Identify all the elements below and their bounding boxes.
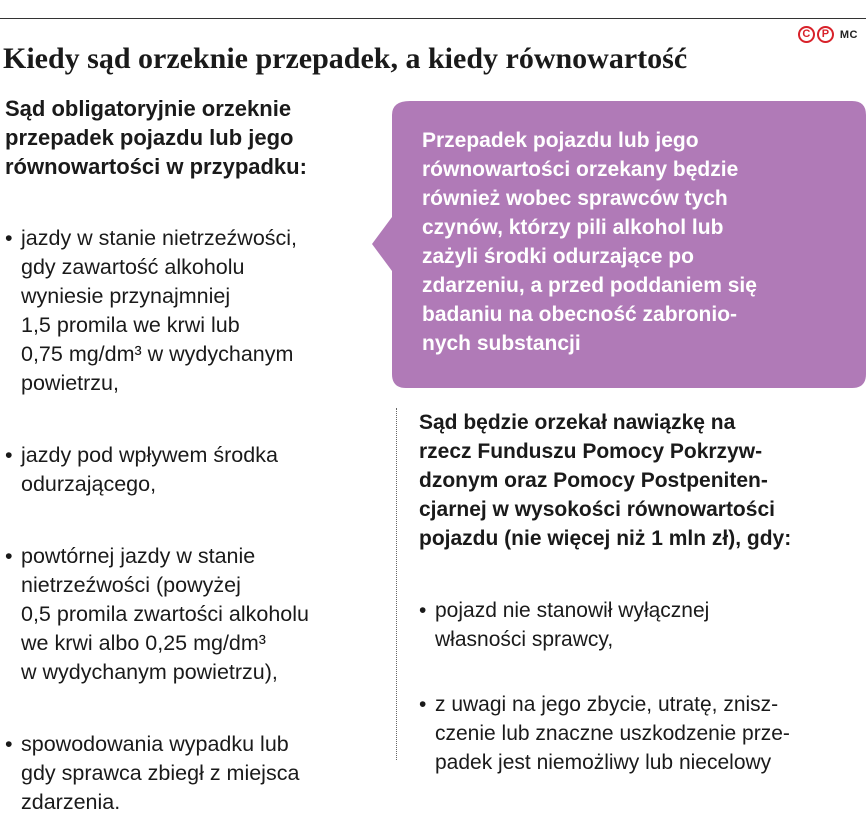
- copyright-c-icon: C: [798, 26, 815, 43]
- top-rule: [0, 18, 866, 19]
- list-item: • pojazd nie stanowił wyłącznej własności sprawcy,: [419, 596, 859, 654]
- list-item: • z uwagi na jego zbycie, utratę, znisz- czenie lub znaczne uszkodzenie prze- padek jest niemożliwy lub niecelowy: [419, 690, 859, 777]
- list-item: • powtórnej jazdy w stanie nietrzeźwości (powyżej 0,5 promila zwartości alkoholu we krwi albo 0,25 mg/dm³ w wydychanym powietrzu),: [5, 542, 375, 687]
- callout-text: Przepadek pojazdu lub jego równowartości orzekany będzie również wobec sprawców tych czynów, którzy pili alkohol lub zażyli środki odurzające po zdarzeniu, a przed poddaniem się badaniu na obecność zabronio- nych substancji: [422, 129, 757, 355]
- list-item: • jazdy pod wpływem środka odurzającego,: [5, 441, 375, 499]
- left-list: [5, 224, 375, 817]
- list-item: • spowodowania wypadku lub gdy sprawca zbiegł z miejsca zdarzenia.: [5, 730, 375, 817]
- right-list: [419, 596, 859, 777]
- left-heading: Sąd obligatoryjnie orzeknie przepadek pojazdu lub jego równowartości w przypadku:: [5, 96, 307, 179]
- left-column: [5, 94, 375, 817]
- copyright-p-icon: P: [817, 26, 834, 43]
- column-divider: [396, 408, 397, 760]
- callout-box: [372, 101, 866, 388]
- logo-text: MC: [839, 28, 858, 41]
- right-column: [419, 408, 859, 777]
- page-title: Kiedy sąd orzeknie przepadek, a kiedy równowartość: [3, 42, 688, 75]
- right-heading: Sąd będzie orzekał nawiązkę na rzecz Funduszu Pomocy Pokrzyw- dzonym oraz Pomocy Postpeniten- cjarnej w wysokości równowartości pojazdu (nie więcej niż 1 mln zł), gdy:: [419, 411, 792, 550]
- list-item: • jazdy w stanie nietrzeźwości, gdy zawartość alkoholu wyniesie przynajmniej 1,5 promila we krwi lub 0,75 mg/dm³ w wydychanym powietrzu,: [5, 224, 375, 398]
- logo: [798, 26, 858, 43]
